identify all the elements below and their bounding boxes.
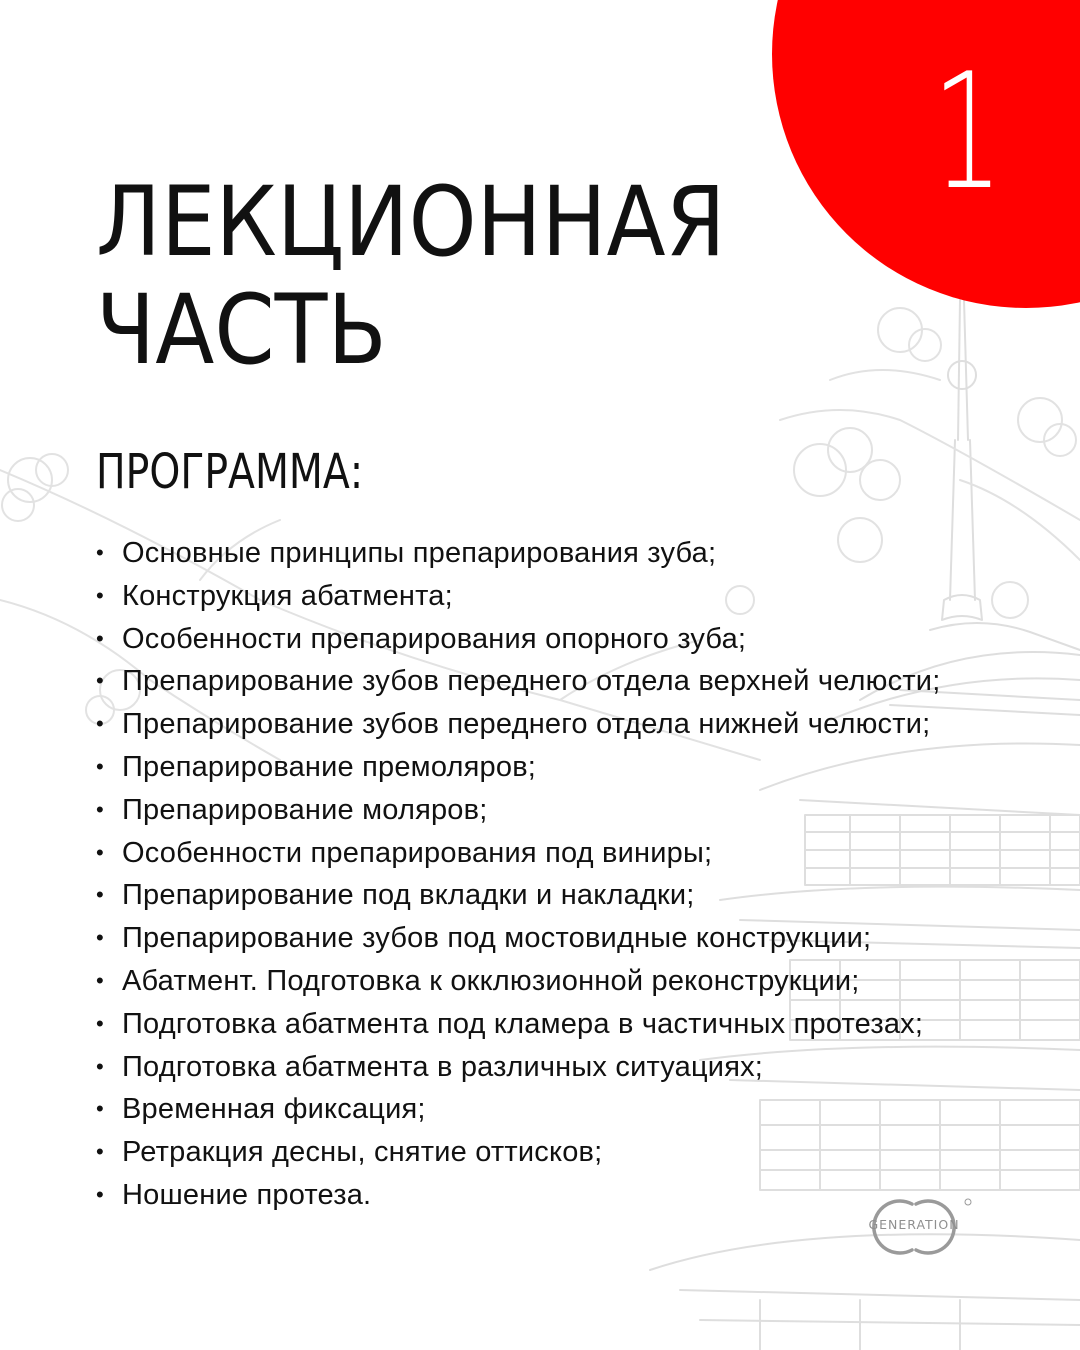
list-item [94, 789, 940, 832]
list-item-text: Ретракция десны, снятие оттисков; [122, 1136, 603, 1169]
list-item [94, 1003, 940, 1046]
list-item-text: Временная фиксация; [122, 1093, 426, 1126]
bullet-icon: • [96, 582, 104, 608]
list-item [94, 1046, 940, 1089]
list-item-text: Препарирование зубов переднего отдела верхней челюсти; [122, 665, 941, 698]
bullet-icon: • [96, 1010, 104, 1036]
list-item-text: Ношение протеза. [122, 1178, 372, 1211]
bullet-icon: • [96, 668, 104, 694]
list-item-text: Препарирование зубов переднего отдела нижней челюсти; [122, 708, 931, 741]
list-item-text: Особенности препарирования опорного зуба; [122, 622, 747, 655]
bullet-icon: • [96, 711, 104, 737]
bullet-icon: • [96, 1096, 104, 1122]
list-item-text: Подготовка абатмента в различных ситуациях; [122, 1050, 764, 1083]
list-item-text: Основные принципы препарирования зуба; [122, 537, 717, 569]
bullet-icon: • [96, 1181, 104, 1207]
list-item [94, 1174, 940, 1217]
bullet-icon: • [96, 540, 104, 565]
bullet-icon: • [96, 839, 104, 865]
list-item [94, 746, 940, 789]
program-list [94, 532, 940, 1217]
list-item [94, 1131, 940, 1174]
list-item-text: Препарирование моляров; [122, 793, 488, 826]
list-item [94, 874, 940, 917]
section-number: 1 [932, 38, 1004, 225]
list-item-text: Препарирование зубов под мостовидные конструкции; [122, 922, 872, 955]
list-item-text: Абатмент. Подготовка к окклюзионной реконструкции; [122, 964, 860, 997]
bullet-icon: • [96, 1053, 104, 1079]
list-item-text: Препарирование премоляров; [122, 750, 537, 783]
bullet-icon: • [96, 967, 104, 993]
list-item-text: Особенности препарирования под виниры; [122, 836, 713, 869]
bullet-icon: • [96, 882, 104, 908]
list-item [94, 960, 940, 1003]
generation-logo [850, 1196, 978, 1258]
list-item [94, 618, 940, 661]
list-item [94, 575, 940, 618]
bullet-icon: • [96, 925, 104, 951]
list-item [94, 532, 940, 575]
bullet-icon: • [96, 796, 104, 822]
page-title-line-1: ЛЕКЦИОННАЯ [96, 166, 726, 278]
page-title [96, 168, 726, 384]
list-item [94, 832, 940, 875]
list-item-text: Подготовка абатмента под кламера в частичных протезах; [122, 1007, 924, 1040]
bullet-icon: • [96, 753, 104, 779]
list-item-text: Конструкция абатмента; [122, 579, 453, 612]
list-item-text: Препарирование под вкладки и накладки; [122, 879, 695, 912]
list-item [94, 917, 940, 960]
program-heading: ПРОГРАММА: [96, 444, 364, 500]
page-title-line-2: ЧАСТЬ [96, 274, 387, 386]
logo-text: GENERATION [868, 1217, 960, 1232]
bullet-icon: • [96, 625, 104, 651]
bullet-icon: • [96, 1139, 104, 1165]
list-item [94, 660, 940, 703]
list-item [94, 1088, 940, 1131]
list-item [94, 703, 940, 746]
